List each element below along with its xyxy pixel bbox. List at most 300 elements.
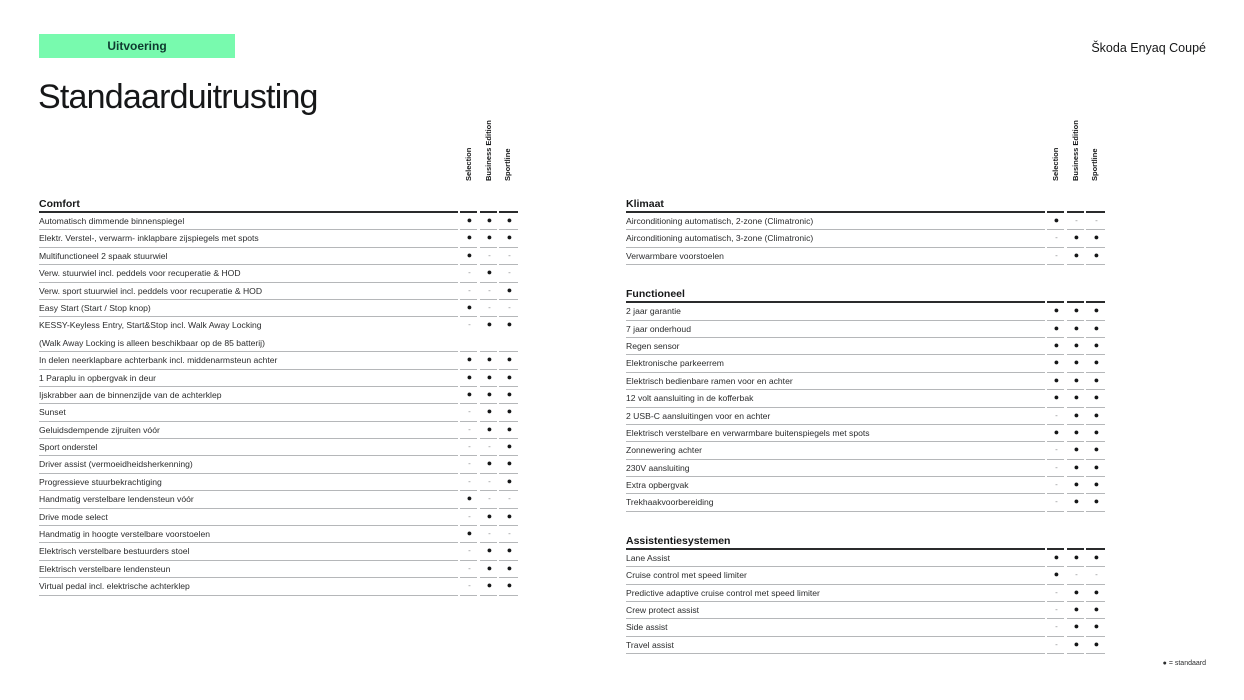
standard-bullet-icon: ●: [1093, 249, 1100, 260]
standard-bullet-icon: ●: [466, 388, 473, 399]
standard-bullet-icon: ●: [506, 371, 513, 382]
feature-label: 2 jaar garantie: [626, 306, 681, 317]
feature-label: Handmatig verstelbare lendensteun vóór: [39, 494, 194, 505]
row-divider: [460, 316, 477, 317]
row-divider: [480, 525, 497, 526]
row-divider: [1067, 354, 1084, 355]
row-divider: [1047, 372, 1064, 373]
standard-bullet-icon: ●: [486, 580, 493, 591]
standard-bullet-icon: ●: [506, 423, 513, 434]
row-divider: [499, 490, 518, 491]
not-available-dash: -: [508, 250, 511, 260]
row-divider: [460, 351, 477, 352]
row-divider: [460, 542, 477, 543]
not-available-dash: -: [488, 476, 491, 486]
row-divider: [1086, 566, 1105, 567]
standard-bullet-icon: ●: [1073, 621, 1080, 632]
row-divider: [1047, 229, 1064, 230]
standard-bullet-icon: ●: [1093, 586, 1100, 597]
not-available-dash: -: [488, 442, 491, 452]
row-divider: [39, 455, 458, 456]
row-divider: [1067, 320, 1084, 321]
row-divider: [39, 595, 458, 596]
row-divider: [626, 424, 1045, 425]
row-divider: [1067, 247, 1084, 248]
column-header-sportline: Sportline: [503, 148, 512, 181]
row-divider: [1086, 389, 1105, 390]
standard-bullet-icon: ●: [506, 388, 513, 399]
standard-bullet-icon: ●: [1093, 339, 1100, 350]
row-divider: [1086, 584, 1105, 585]
row-divider: [480, 369, 497, 370]
row-divider: [1086, 618, 1105, 619]
row-divider: [1086, 407, 1105, 408]
feature-label: Regen sensor: [626, 340, 680, 351]
not-available-dash: -: [488, 494, 491, 504]
row-divider: [1047, 511, 1064, 512]
section-title: Comfort: [39, 198, 80, 210]
not-available-dash: -: [468, 442, 471, 452]
row-divider: [1067, 476, 1084, 477]
not-available-dash: -: [488, 302, 491, 312]
row-divider: [626, 459, 1045, 460]
standard-bullet-icon: ●: [1073, 496, 1080, 507]
not-available-dash: -: [468, 407, 471, 417]
section-rule: [39, 211, 458, 213]
row-divider: [39, 403, 458, 404]
standard-bullet-icon: ●: [1073, 232, 1080, 243]
row-divider: [499, 229, 518, 230]
row-divider: [480, 316, 497, 317]
row-divider: [1047, 337, 1064, 338]
row-divider: [1047, 636, 1064, 637]
not-available-dash: -: [468, 268, 471, 278]
feature-label: 12 volt aansluiting in de kofferbak: [626, 393, 754, 404]
row-divider: [39, 525, 458, 526]
row-divider: [39, 473, 458, 474]
feature-label: Elektr. Verstel-, verwarm- inklapbare zijspiegels met spots: [39, 233, 259, 244]
not-available-dash: -: [1075, 570, 1078, 580]
row-divider: [480, 490, 497, 491]
not-available-dash: -: [468, 424, 471, 434]
feature-label: KESSY-Keyless Entry, Start&Stop incl. Walk Away Locking: [39, 320, 262, 331]
row-divider: [626, 389, 1045, 390]
legend: [1163, 660, 1206, 667]
row-divider: [460, 247, 477, 248]
row-divider: [39, 369, 458, 370]
row-divider: [1086, 636, 1105, 637]
row-divider: [1086, 476, 1105, 477]
not-available-dash: -: [468, 320, 471, 330]
standard-bullet-icon: ●: [1162, 660, 1167, 667]
standard-bullet-icon: ●: [1073, 461, 1080, 472]
not-available-dash: -: [468, 285, 471, 295]
standard-bullet-icon: ●: [506, 406, 513, 417]
standard-bullet-icon: ●: [506, 284, 513, 295]
feature-label: Trekhaakvoorbereiding: [626, 497, 714, 508]
not-available-dash: -: [468, 581, 471, 591]
standard-bullet-icon: ●: [486, 232, 493, 243]
row-divider: [1086, 247, 1105, 248]
row-divider: [626, 511, 1045, 512]
row-divider: [39, 490, 458, 491]
standard-bullet-icon: ●: [1073, 322, 1080, 333]
row-divider: [499, 316, 518, 317]
column-header-business-edition: Business Edition: [1071, 120, 1080, 181]
row-divider: [626, 407, 1045, 408]
row-divider: [480, 282, 497, 283]
row-divider: [1067, 424, 1084, 425]
row-divider: [460, 508, 477, 509]
standard-bullet-icon: ●: [466, 354, 473, 365]
row-divider: [460, 490, 477, 491]
row-divider: [480, 438, 497, 439]
row-divider: [1067, 511, 1084, 512]
standard-bullet-icon: ●: [1073, 392, 1080, 403]
not-available-dash: -: [1055, 410, 1058, 420]
row-divider: [1067, 636, 1084, 637]
standard-bullet-icon: ●: [486, 562, 493, 573]
standard-bullet-icon: ●: [506, 354, 513, 365]
row-divider: [480, 508, 497, 509]
not-available-dash: -: [468, 511, 471, 521]
row-divider: [39, 386, 458, 387]
column-header-selection: Selection: [1051, 147, 1060, 181]
standard-bullet-icon: ●: [466, 371, 473, 382]
row-divider: [480, 560, 497, 561]
row-divider: [499, 247, 518, 248]
row-divider: [626, 229, 1045, 230]
not-available-dash: -: [1055, 605, 1058, 615]
standard-bullet-icon: ●: [1093, 621, 1100, 632]
standard-bullet-icon: ●: [506, 475, 513, 486]
row-divider: [499, 403, 518, 404]
row-divider: [480, 229, 497, 230]
standard-bullet-icon: ●: [466, 301, 473, 312]
feature-label: Handmatig in hoogte verstelbare voorstoelen: [39, 529, 211, 540]
row-divider: [626, 493, 1045, 494]
standard-bullet-icon: ●: [1073, 374, 1080, 385]
row-divider: [499, 351, 518, 352]
standard-bullet-icon: ●: [1093, 305, 1100, 316]
row-divider: [39, 282, 458, 283]
standard-bullet-icon: ●: [486, 267, 493, 278]
row-divider: [460, 560, 477, 561]
not-available-dash: -: [468, 476, 471, 486]
column-header-selection: Selection: [464, 147, 473, 181]
column-rule: [1086, 211, 1105, 213]
row-divider: [1086, 459, 1105, 460]
row-divider: [1047, 264, 1064, 265]
row-divider: [1047, 476, 1064, 477]
row-divider: [1067, 493, 1084, 494]
row-divider: [499, 264, 518, 265]
standard-bullet-icon: ●: [486, 458, 493, 469]
row-divider: [480, 542, 497, 543]
standard-bullet-icon: ●: [1093, 496, 1100, 507]
section-title: Functioneel: [626, 288, 685, 301]
row-divider: [1086, 493, 1105, 494]
standard-bullet-icon: ●: [506, 441, 513, 452]
row-divider: [39, 542, 458, 543]
section-tag: [39, 34, 235, 58]
section-tag-label: Uitvoering: [107, 39, 167, 53]
standard-bullet-icon: ●: [1073, 305, 1080, 316]
standard-bullet-icon: ●: [1073, 586, 1080, 597]
standard-bullet-icon: ●: [1053, 426, 1060, 437]
not-available-dash: -: [1075, 216, 1078, 225]
row-divider: [39, 264, 458, 265]
column-rule: [1047, 548, 1064, 550]
not-available-dash: -: [1055, 622, 1058, 632]
column-rule: [1067, 548, 1084, 550]
feature-label: Elektrisch bedienbare ramen voor en achter: [626, 375, 793, 386]
standard-bullet-icon: ●: [486, 371, 493, 382]
row-divider: [39, 421, 458, 422]
standard-bullet-icon: ●: [486, 406, 493, 417]
feature-label: 230V aansluiting: [626, 462, 690, 473]
row-divider: [499, 560, 518, 561]
standard-bullet-icon: ●: [1073, 357, 1080, 368]
row-divider: [499, 455, 518, 456]
column-rule: [460, 211, 477, 213]
feature-label: 7 jaar onderhoud: [626, 323, 691, 334]
row-divider: [460, 595, 477, 596]
row-divider: [1086, 354, 1105, 355]
not-available-dash: -: [1055, 462, 1058, 472]
feature-label: Drive mode select: [39, 511, 108, 522]
not-available-dash: -: [508, 494, 511, 504]
feature-label: Driver assist (vermoeidheidsherkenning): [39, 459, 193, 470]
row-divider: [626, 618, 1045, 619]
standard-bullet-icon: ●: [1053, 551, 1060, 562]
row-divider: [1047, 584, 1064, 585]
row-divider: [499, 386, 518, 387]
row-divider: [480, 403, 497, 404]
row-divider: [1067, 389, 1084, 390]
standard-bullet-icon: ●: [1053, 215, 1060, 225]
row-divider: [460, 455, 477, 456]
row-divider: [626, 441, 1045, 442]
row-divider: [480, 421, 497, 422]
standard-bullet-icon: ●: [1093, 374, 1100, 385]
column-rule: [499, 211, 518, 213]
standard-bullet-icon: ●: [1073, 409, 1080, 420]
row-divider: [1067, 372, 1084, 373]
standard-bullet-icon: ●: [486, 354, 493, 365]
standard-bullet-icon: ●: [1073, 339, 1080, 350]
row-divider: [460, 369, 477, 370]
row-divider: [626, 320, 1045, 321]
feature-label: Sport onderstel: [39, 442, 98, 453]
row-divider: [39, 577, 458, 578]
feature-label: Zonnewering achter: [626, 445, 702, 456]
row-divider: [1086, 320, 1105, 321]
page-title: Standaarduitrusting: [38, 78, 318, 116]
column-header-business-edition: Business Edition: [484, 120, 493, 181]
row-divider: [626, 601, 1045, 602]
not-available-dash: -: [1055, 480, 1058, 490]
row-divider: [626, 566, 1045, 567]
standard-bullet-icon: ●: [506, 215, 513, 225]
standard-bullet-icon: ●: [486, 545, 493, 556]
not-available-dash: -: [1095, 570, 1098, 580]
row-divider: [1067, 229, 1084, 230]
row-divider: [499, 438, 518, 439]
section-rule: [626, 211, 1045, 213]
standard-bullet-icon: ●: [1093, 479, 1100, 490]
row-divider: [626, 247, 1045, 248]
not-available-dash: -: [468, 563, 471, 573]
row-divider: [626, 584, 1045, 585]
row-divider: [480, 455, 497, 456]
not-available-dash: -: [508, 529, 511, 539]
not-available-dash: -: [1055, 250, 1058, 260]
standard-bullet-icon: ●: [506, 545, 513, 556]
column-rule: [1067, 301, 1084, 303]
not-available-dash: -: [1055, 233, 1058, 243]
column-rule: [1067, 211, 1084, 213]
standard-bullet-icon: ●: [486, 319, 493, 330]
standard-bullet-icon: ●: [1093, 638, 1100, 649]
row-divider: [626, 476, 1045, 477]
row-divider: [626, 337, 1045, 338]
row-divider: [460, 403, 477, 404]
row-divider: [480, 351, 497, 352]
row-divider: [1067, 653, 1084, 654]
legend-text: = standaard: [1166, 660, 1206, 667]
standard-bullet-icon: ●: [486, 423, 493, 434]
not-available-dash: -: [488, 250, 491, 260]
standard-bullet-icon: ●: [506, 319, 513, 330]
row-divider: [1067, 584, 1084, 585]
row-divider: [1047, 320, 1064, 321]
standard-bullet-icon: ●: [1093, 604, 1100, 615]
row-divider: [499, 473, 518, 474]
row-divider: [1086, 229, 1105, 230]
feature-label: 1 Paraplu in opbergvak in deur: [39, 372, 157, 383]
row-divider: [460, 386, 477, 387]
row-divider: [1086, 601, 1105, 602]
row-divider: [1047, 618, 1064, 619]
brand-name: Škoda Enyaq Coupé: [1091, 41, 1206, 55]
standard-bullet-icon: ●: [1073, 444, 1080, 455]
standard-bullet-icon: ●: [1093, 409, 1100, 420]
row-divider: [39, 560, 458, 561]
feature-label: (Walk Away Locking is alleen beschikbaar op de 85 batterij): [39, 337, 265, 348]
standard-bullet-icon: ●: [1093, 461, 1100, 472]
not-available-dash: -: [1055, 639, 1058, 649]
feature-label: Lane Assist: [626, 552, 670, 563]
feature-label: Automatisch dimmende binnenspiegel: [39, 216, 185, 226]
feature-label: Side assist: [626, 622, 668, 633]
feature-label: Airconditioning automatisch, 3-zone (Climatronic): [626, 233, 814, 244]
standard-bullet-icon: ●: [1093, 392, 1100, 403]
row-divider: [1047, 354, 1064, 355]
standard-bullet-icon: ●: [466, 249, 473, 260]
feature-label: Elektrisch verstelbare lendensteun: [39, 563, 171, 574]
not-available-dash: -: [508, 302, 511, 312]
row-divider: [1047, 389, 1064, 390]
standard-bullet-icon: ●: [486, 388, 493, 399]
row-divider: [1047, 424, 1064, 425]
row-divider: [39, 229, 458, 230]
row-divider: [499, 595, 518, 596]
standard-bullet-icon: ●: [506, 580, 513, 591]
row-divider: [1047, 566, 1064, 567]
standard-bullet-icon: ●: [1053, 357, 1060, 368]
row-divider: [1047, 441, 1064, 442]
row-divider: [39, 351, 458, 352]
standard-bullet-icon: ●: [506, 232, 513, 243]
row-divider: [499, 421, 518, 422]
column-rule: [1047, 211, 1064, 213]
row-divider: [1067, 601, 1084, 602]
feature-label: 2 USB-C aansluitingen voor en achter: [626, 410, 771, 421]
standard-bullet-icon: ●: [506, 510, 513, 521]
feature-label: Predictive adaptive cruise control met speed limiter: [626, 587, 820, 598]
row-divider: [460, 299, 477, 300]
row-divider: [460, 525, 477, 526]
standard-bullet-icon: ●: [486, 215, 493, 225]
feature-label: Geluidsdempende zijruiten vóór: [39, 424, 160, 435]
row-divider: [499, 577, 518, 578]
standard-bullet-icon: ●: [1093, 444, 1100, 455]
row-divider: [39, 299, 458, 300]
section-rule: [626, 548, 1045, 550]
not-available-dash: -: [488, 285, 491, 295]
row-divider: [480, 299, 497, 300]
row-divider: [1047, 247, 1064, 248]
standard-bullet-icon: ●: [1073, 604, 1080, 615]
section-title: Assistentiesystemen: [626, 534, 731, 547]
not-available-dash: -: [468, 546, 471, 556]
row-divider: [480, 247, 497, 248]
not-available-dash: -: [1055, 587, 1058, 597]
row-divider: [460, 421, 477, 422]
row-divider: [460, 473, 477, 474]
row-divider: [626, 653, 1045, 654]
standard-bullet-icon: ●: [1093, 232, 1100, 243]
row-divider: [1047, 407, 1064, 408]
column-rule: [1047, 301, 1064, 303]
standard-bullet-icon: ●: [1093, 426, 1100, 437]
row-divider: [1047, 601, 1064, 602]
standard-bullet-icon: ●: [486, 510, 493, 521]
standard-bullet-icon: ●: [1073, 249, 1080, 260]
row-divider: [626, 636, 1045, 637]
standard-bullet-icon: ●: [1093, 357, 1100, 368]
row-divider: [1086, 337, 1105, 338]
feature-label: Cruise control met speed limiter: [626, 570, 747, 581]
row-divider: [1086, 264, 1105, 265]
standard-bullet-icon: ●: [1053, 374, 1060, 385]
row-divider: [480, 595, 497, 596]
row-divider: [39, 508, 458, 509]
not-available-dash: -: [468, 459, 471, 469]
standard-bullet-icon: ●: [1053, 305, 1060, 316]
row-divider: [499, 299, 518, 300]
standard-bullet-icon: ●: [1073, 479, 1080, 490]
row-divider: [1047, 493, 1064, 494]
row-divider: [1086, 424, 1105, 425]
standard-bullet-icon: ●: [466, 493, 473, 504]
row-divider: [626, 354, 1045, 355]
row-divider: [460, 264, 477, 265]
feature-label: Elektronische parkeerrem: [626, 358, 724, 369]
standard-bullet-icon: ●: [506, 562, 513, 573]
feature-label: Travel assist: [626, 639, 674, 650]
